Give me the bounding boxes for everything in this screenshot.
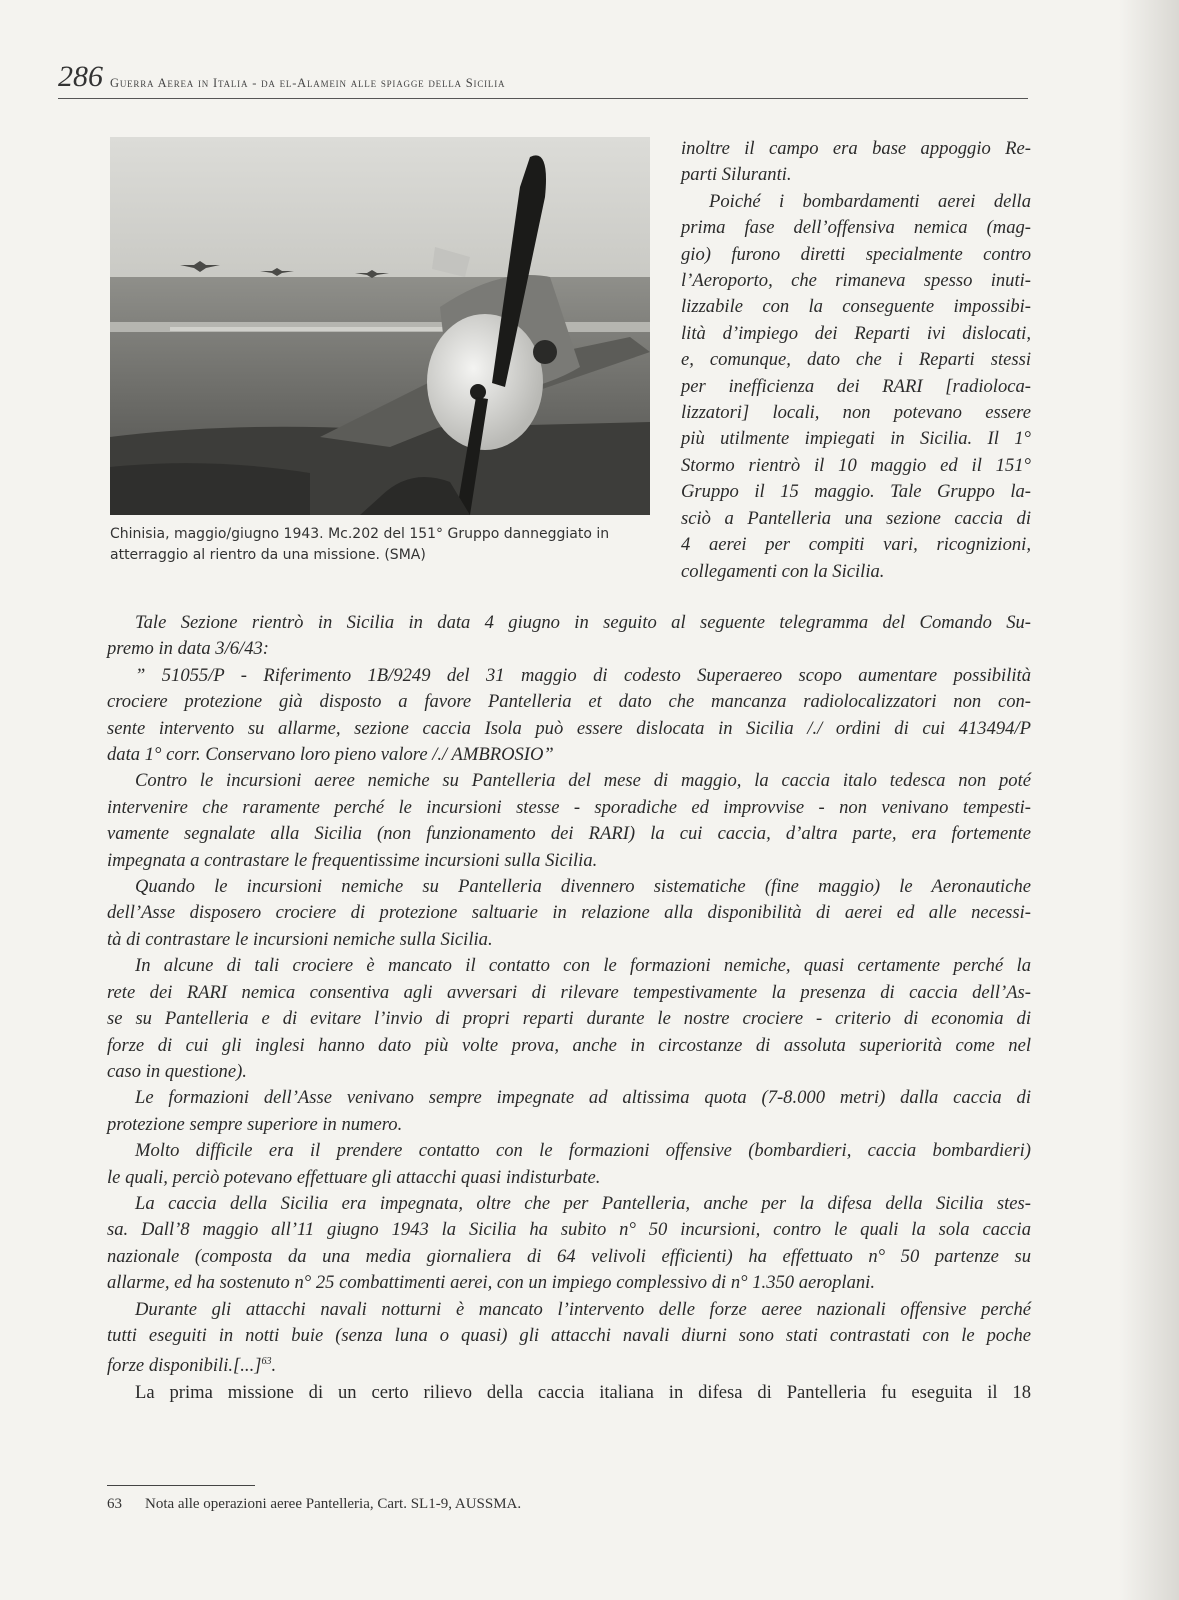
- text-line: Contro le incursioni aeree nemiche su Pantelleria del mese di maggio, la caccia italo tedesca non poté: [135, 770, 1031, 792]
- text-line: vamente segnalate alla Sicilia (non funzionamento dei RARI) la cui caccia, d’altra parte, era fortemente: [107, 823, 1031, 845]
- text-line: Quando le incursioni nemiche su Pantelleria divennero sistematiche (fine maggio) le Aeronautiche: [135, 876, 1031, 898]
- text-line-content: forze disponibili.[...]: [107, 1355, 262, 1377]
- text-line: forze di cui gli inglesi hanno dato più volte prova, anche in circostanze di assoluta superiorità come nel: [107, 1034, 1031, 1056]
- photo-caption: [110, 524, 655, 566]
- text-line: Gruppo il 15 maggio. Tale Gruppo la-: [681, 481, 1031, 503]
- text-line: premo in data 3/6/43:: [107, 638, 269, 660]
- text-line: rete dei RARI nemica consentiva agli avversari di rilevare tempestivamente la presenza di caccia dell’As-: [107, 981, 1031, 1003]
- aircraft-photo: [110, 137, 650, 515]
- text-line: parti Siluranti.: [681, 164, 792, 186]
- text-line: data 1° corr. Conservano loro pieno valore /./ AMBROSIO”: [107, 744, 554, 766]
- text-line: lizzabile con la conseguente impossibi-: [681, 296, 1031, 318]
- caption-line: Chinisia, maggio/giugno 1943. Mc.202 del 151° Gruppo danneggiato in: [110, 526, 610, 542]
- text-line: le quali, perciò potevano effettuare gli attacchi quasi indisturbate.: [107, 1166, 601, 1188]
- text-line: lizzatori] locali, non potevano essere: [681, 402, 1031, 424]
- right-column-text: [681, 136, 1031, 585]
- text-line: Tale Sezione rientrò in Sicilia in data 4 giugno in seguito al seguente telegramma del Comando Su-: [135, 612, 1031, 633]
- text-line: La caccia della Sicilia era impegnata, oltre che per Pantelleria, anche per la difesa della Sicilia stes-: [135, 1192, 1031, 1214]
- text-line: l’Aeroporto, che rimaneva spesso inuti-: [681, 270, 1031, 292]
- footnote-number: 63: [107, 1496, 122, 1512]
- text-line: impegnata a contrastare le frequentissime incursioni sulla Sicilia.: [107, 849, 598, 871]
- text-line: Stormo rientrò il 10 maggio ed il 151°: [681, 454, 1031, 476]
- text-line: nazionale (composta da una media giornaliera di 64 velivoli efficienti) ha effettuato n° 50 partenze su: [107, 1245, 1031, 1267]
- text-line: 4 aerei per compiti vari, ricognizioni,: [681, 534, 1031, 556]
- text-line: sciò a Pantelleria una sezione caccia di: [681, 507, 1031, 529]
- text-line: prima fase dell’offensiva nemica (mag-: [681, 217, 1031, 239]
- text-line: La prima missione di un certo rilievo della caccia italiana in difesa di Pantelleria fu eseguita il 18: [135, 1381, 1031, 1403]
- page-edge-shadow: [1119, 0, 1179, 1600]
- text-line: per inefficienza dei RARI [radioloca-: [681, 375, 1031, 397]
- text-line: collegamenti con la Sicilia.: [681, 560, 885, 582]
- text-line: sente intervento su allarme, sezione caccia Isola può essere dislocata in Sicilia /./ ordini di cui 413494/P: [107, 717, 1031, 739]
- text-line: più utilmente impiegati in Sicilia. Il 1°: [681, 428, 1031, 450]
- main-body-text: [107, 610, 1031, 1406]
- footnote-divider: [107, 1485, 255, 1486]
- running-title: Guerra Aerea in Italia - da el-Alamein alle spiagge della Sicilia: [110, 76, 506, 90]
- text-line: Durante gli attacchi navali notturni è mancato l’intervento delle forze aeree nazionali offensive perché: [135, 1298, 1031, 1320]
- text-line: ” 51055/P - Riferimento 1B/9249 del 31 maggio di codesto Superaereo scopo aumentare possibilità: [135, 664, 1031, 686]
- footnote-reference[interactable]: 63: [261, 1356, 272, 1368]
- text-line: lità d’impiego dei Reparti ivi dislocati,: [681, 322, 1031, 344]
- text-line: se su Pantelleria e di evitare l’invio di propri reparti durante le nostre crociere - criterio di economia di: [107, 1008, 1031, 1030]
- text-line: inoltre il campo era base appoggio Re-: [681, 138, 1031, 159]
- page-number: 286: [58, 60, 103, 93]
- text-line: dell’Asse disposero crociere di protezione saltuarie in relazione alla disponibilità di aerei ed alle necessi-: [107, 902, 1031, 924]
- text-line: crociere protezione già disposto a favore Pantelleria et dato che mancanza radiolocalizzatori non con-: [107, 691, 1031, 713]
- text-line: tutti eseguiti in notti buie (senza luna o quasi) gli attacchi navali diurni sono stati contrastati con le poche: [107, 1324, 1031, 1346]
- text-line: intervenire che raramente perché le incursioni stesse - sporadiche ed improvvise - non venivano tempesti-: [107, 796, 1031, 818]
- text-line: Molto difficile era il prendere contatto con le formazioni offensive (bombardieri, caccia bombardieri): [135, 1140, 1031, 1162]
- page-header: [58, 62, 1028, 99]
- text-line: forze disponibili.[...]$^{63}$.: [107, 1355, 277, 1377]
- footnote: [107, 1496, 521, 1513]
- caption-line: atterraggio al rientro da una missione. (SMA): [110, 547, 426, 563]
- text-line: protezione sempre superiore in numero.: [107, 1113, 403, 1135]
- text-line: sa. Dall’8 maggio all’11 giugno 1943 la Sicilia ha subito n° 50 incursioni, contro le quali la sola caccia: [107, 1219, 1031, 1241]
- text-line: Poiché i bombardamenti aerei della: [709, 190, 1031, 212]
- footnote-text: Nota alle operazioni aeree Pantelleria, Cart. SL1-9, AUSSMA.: [145, 1496, 522, 1512]
- text-line: In alcune di tali crociere è mancato il contatto con le formazioni nemiche, quasi certamente perché la: [135, 955, 1031, 977]
- text-line: tà di contrastare le incursioni nemiche sulla Sicilia.: [107, 928, 493, 950]
- text-line: e, comunque, dato che i Reparti stessi: [681, 349, 1031, 371]
- text-line: gio) furono diretti specialmente contro: [681, 243, 1031, 265]
- text-line: Le formazioni dell’Asse venivano sempre impegnate ad altissima quota (7-8.000 metri) dalla caccia di: [135, 1087, 1031, 1109]
- text-line: allarme, ed ha sostenuto n° 25 combattimenti aerei, con un impiego complessivo di n° 1.350 aeroplani.: [107, 1272, 875, 1294]
- text-line: caso in questione).: [107, 1060, 247, 1082]
